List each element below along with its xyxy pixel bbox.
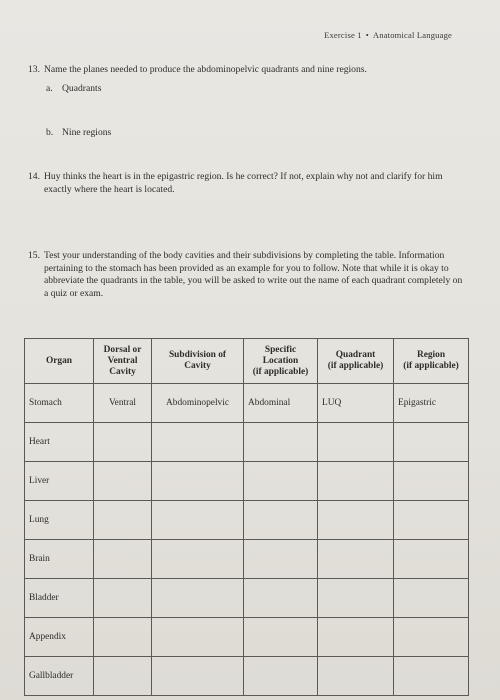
page-header [324,30,452,40]
cavity-cell[interactable] [94,540,152,579]
subdivision-cell[interactable] [152,657,244,696]
question-13-text: Name the planes needed to produce the abdominopelvic quadrants and nine regions. [44,64,367,75]
question-13b-label: b. [46,127,54,138]
cavity-cell[interactable] [94,462,152,501]
question-13a-label: a. [46,83,53,94]
quadrant-cell[interactable]: LUQ [318,384,394,423]
table-header-row [25,339,469,384]
table-row [25,462,469,501]
location-cell[interactable] [244,618,318,657]
region-cell[interactable] [394,540,469,579]
organ-cell: Brain [25,540,94,579]
header-exercise: Exercise 1 [324,30,362,40]
cavity-cell[interactable] [94,657,152,696]
header-subdivision: Subdivision of Cavity [152,339,244,384]
organ-cell: Liver [25,462,94,501]
table-row [25,657,469,696]
cavity-cell[interactable]: Ventral [94,384,152,423]
question-15 [28,250,468,300]
location-cell[interactable] [244,423,318,462]
question-15-text: Test your understanding of the body cavities and their subdivisions by completing the table. Information pertaining to the stomach has been provided as an example for you to follow. Note that while it is okay to abbreviate the quadrants in the table, you will be asked to write out the name of each quadrant completely on a quiz or exam. [44,250,463,299]
subdivision-cell[interactable] [152,462,244,501]
cavity-cell[interactable] [94,579,152,618]
cavity-cell[interactable] [94,501,152,540]
location-cell[interactable] [244,579,318,618]
header-region: Region (if applicable) [394,339,469,384]
subdivision-cell[interactable] [152,540,244,579]
header-cavity: Dorsal or Ventral Cavity [94,339,152,384]
organ-cell: Lung [25,501,94,540]
question-14-number: 14. [28,171,40,182]
table-row [25,579,469,618]
subdivision-cell[interactable]: Abdominopelvic [152,384,244,423]
location-cell[interactable]: Abdominal [244,384,318,423]
question-13b [46,127,111,140]
question-13-number: 13. [28,64,40,75]
cavity-cell[interactable] [94,618,152,657]
organ-cell: Stomach [25,384,94,423]
quadrant-cell[interactable] [318,618,394,657]
question-13 [28,64,468,77]
table-row [25,618,469,657]
quadrant-cell[interactable] [318,540,394,579]
table-row [25,501,469,540]
location-cell[interactable] [244,501,318,540]
region-cell[interactable]: Epigastric [394,384,469,423]
quadrant-cell[interactable] [318,423,394,462]
quadrant-cell[interactable] [318,579,394,618]
region-cell[interactable] [394,501,469,540]
subdivision-cell[interactable] [152,618,244,657]
location-cell[interactable] [244,657,318,696]
organ-cell: Gallbladder [25,657,94,696]
region-cell[interactable] [394,657,469,696]
header-organ: Organ [25,339,94,384]
question-15-number: 15. [28,250,40,261]
table-row [25,384,469,423]
quadrant-cell[interactable] [318,501,394,540]
location-cell[interactable] [244,540,318,579]
subdivision-cell[interactable] [152,423,244,462]
question-13a-text: Quadrants [62,83,102,94]
region-cell[interactable] [394,579,469,618]
table-row [25,423,469,462]
header-location: Specific Location (if applicable) [244,339,318,384]
header-quadrant: Quadrant (if applicable) [318,339,394,384]
question-13a [46,83,101,96]
quadrant-cell[interactable] [318,657,394,696]
table-row [25,540,469,579]
question-14-text: Huy thinks the heart is in the epigastric region. Is he correct? If not, explain why not and clarify for him exactly where the heart is located. [44,171,443,195]
quadrant-cell[interactable] [318,462,394,501]
region-cell[interactable] [394,462,469,501]
body-cavities-table [24,338,469,696]
organ-cell: Heart [25,423,94,462]
region-cell[interactable] [394,618,469,657]
region-cell[interactable] [394,423,469,462]
organ-cell: Bladder [25,579,94,618]
question-14 [28,171,462,196]
header-separator: • [365,30,369,40]
organ-cell: Appendix [25,618,94,657]
location-cell[interactable] [244,462,318,501]
cavity-cell[interactable] [94,423,152,462]
header-title: Anatomical Language [372,30,452,40]
question-13b-text: Nine regions [62,127,112,138]
subdivision-cell[interactable] [152,501,244,540]
subdivision-cell[interactable] [152,579,244,618]
